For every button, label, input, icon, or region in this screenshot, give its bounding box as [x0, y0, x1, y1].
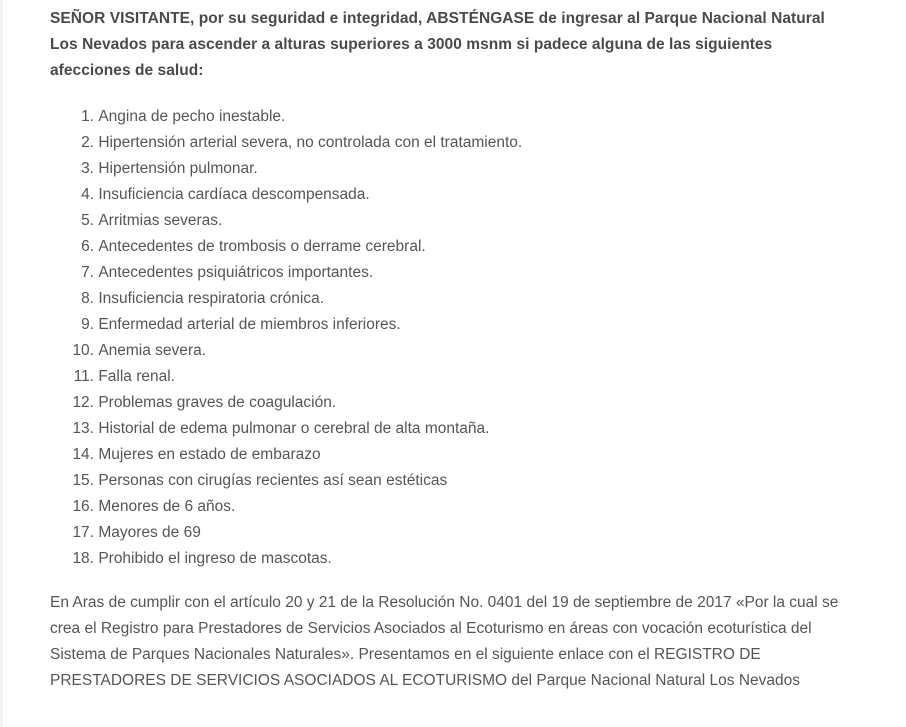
list-item — [50, 416, 850, 442]
item-number: 7. — [81, 264, 94, 281]
list-item — [50, 494, 850, 520]
item-number: 5. — [81, 212, 94, 229]
list-item — [50, 546, 850, 572]
item-number: 11. — [73, 368, 94, 385]
list-item — [50, 390, 850, 416]
item-text: Prohibido el ingreso de mascotas. — [98, 550, 332, 567]
list-item — [50, 234, 850, 260]
list-item — [50, 260, 850, 286]
item-number: 6. — [81, 238, 94, 255]
item-number: 9. — [81, 316, 94, 333]
list-item — [50, 286, 850, 312]
item-number: 14. — [72, 446, 94, 463]
list-item — [50, 442, 850, 468]
item-number: 16. — [72, 498, 94, 515]
item-number: 10. — [72, 342, 94, 359]
visitor-warning: SEÑOR VISITANTE, por su seguridad e integridad, ABSTÉNGASE de ingresar al Parque Nacional Natural Los Nevados para ascender a alturas superiores a 3000 msnm si padece alguna de las siguientes afecciones de salud: — [50, 10, 825, 79]
registry-paragraph: En Aras de cumplir con el artículo 20 y 21 de la Resolución No. 0401 del 19 de septiembre de 2017 «Por la cual se crea el Registro para Prestadores de Servicios Asociados al Ecoturismo en áreas con vocación ecoturística del Sistema de Parques Nacionales Naturales». Presentamos en el siguiente enlace con el REGISTRO DE PRESTADORES DE SERVICIOS ASOCIADOS AL ECOTURISMO del Parque Nacional Natural Los Nevados — [50, 594, 839, 689]
item-text: Antecedentes psiquiátricos importantes. — [98, 264, 374, 281]
item-text: Personas con cirugías recientes así sean estéticas — [98, 472, 448, 489]
item-number: 8. — [81, 290, 94, 307]
list-item — [50, 208, 850, 234]
list-item — [50, 156, 850, 182]
item-text: Anemia severa. — [98, 342, 207, 359]
item-text: Problemas graves de coagulación. — [98, 394, 337, 411]
article-content — [50, 6, 850, 694]
item-number: 4. — [81, 186, 94, 203]
item-text: Historial de edema pulmonar o cerebral de alta montaña. — [98, 420, 490, 437]
list-item — [50, 182, 850, 208]
health-conditions-list — [50, 104, 850, 572]
item-number: 12. — [72, 394, 94, 411]
list-item — [50, 468, 850, 494]
list-item — [50, 104, 850, 130]
item-number: 17. — [72, 524, 94, 541]
list-item — [50, 338, 850, 364]
list-item — [50, 130, 850, 156]
list-item — [50, 312, 850, 338]
item-number: 3. — [81, 160, 94, 177]
page-left-edge — [0, 0, 3, 727]
list-item — [50, 520, 850, 546]
item-text: Mayores de 69 — [98, 524, 201, 541]
item-text: Insuficiencia respiratoria crónica. — [98, 290, 325, 307]
item-text: Hipertensión arterial severa, no controlada con el tratamiento. — [98, 134, 523, 151]
item-text: Falla renal. — [98, 368, 175, 385]
list-item — [50, 364, 850, 390]
item-number: 15. — [72, 472, 94, 489]
item-text: Menores de 6 años. — [98, 498, 236, 515]
item-text: Arritmias severas. — [98, 212, 223, 229]
item-text: Hipertensión pulmonar. — [98, 160, 258, 177]
item-number: 2. — [81, 134, 94, 151]
item-text: Enfermedad arterial de miembros inferiores. — [98, 316, 401, 333]
item-text: Insuficiencia cardíaca descompensada. — [98, 186, 370, 203]
item-text: Angina de pecho inestable. — [98, 108, 286, 125]
item-number: 18. — [72, 550, 94, 567]
item-text: Antecedentes de trombosis o derrame cerebral. — [98, 238, 426, 255]
item-number: 1. — [81, 108, 94, 125]
item-text: Mujeres en estado de embarazo — [98, 446, 321, 463]
item-number: 13. — [72, 420, 94, 437]
